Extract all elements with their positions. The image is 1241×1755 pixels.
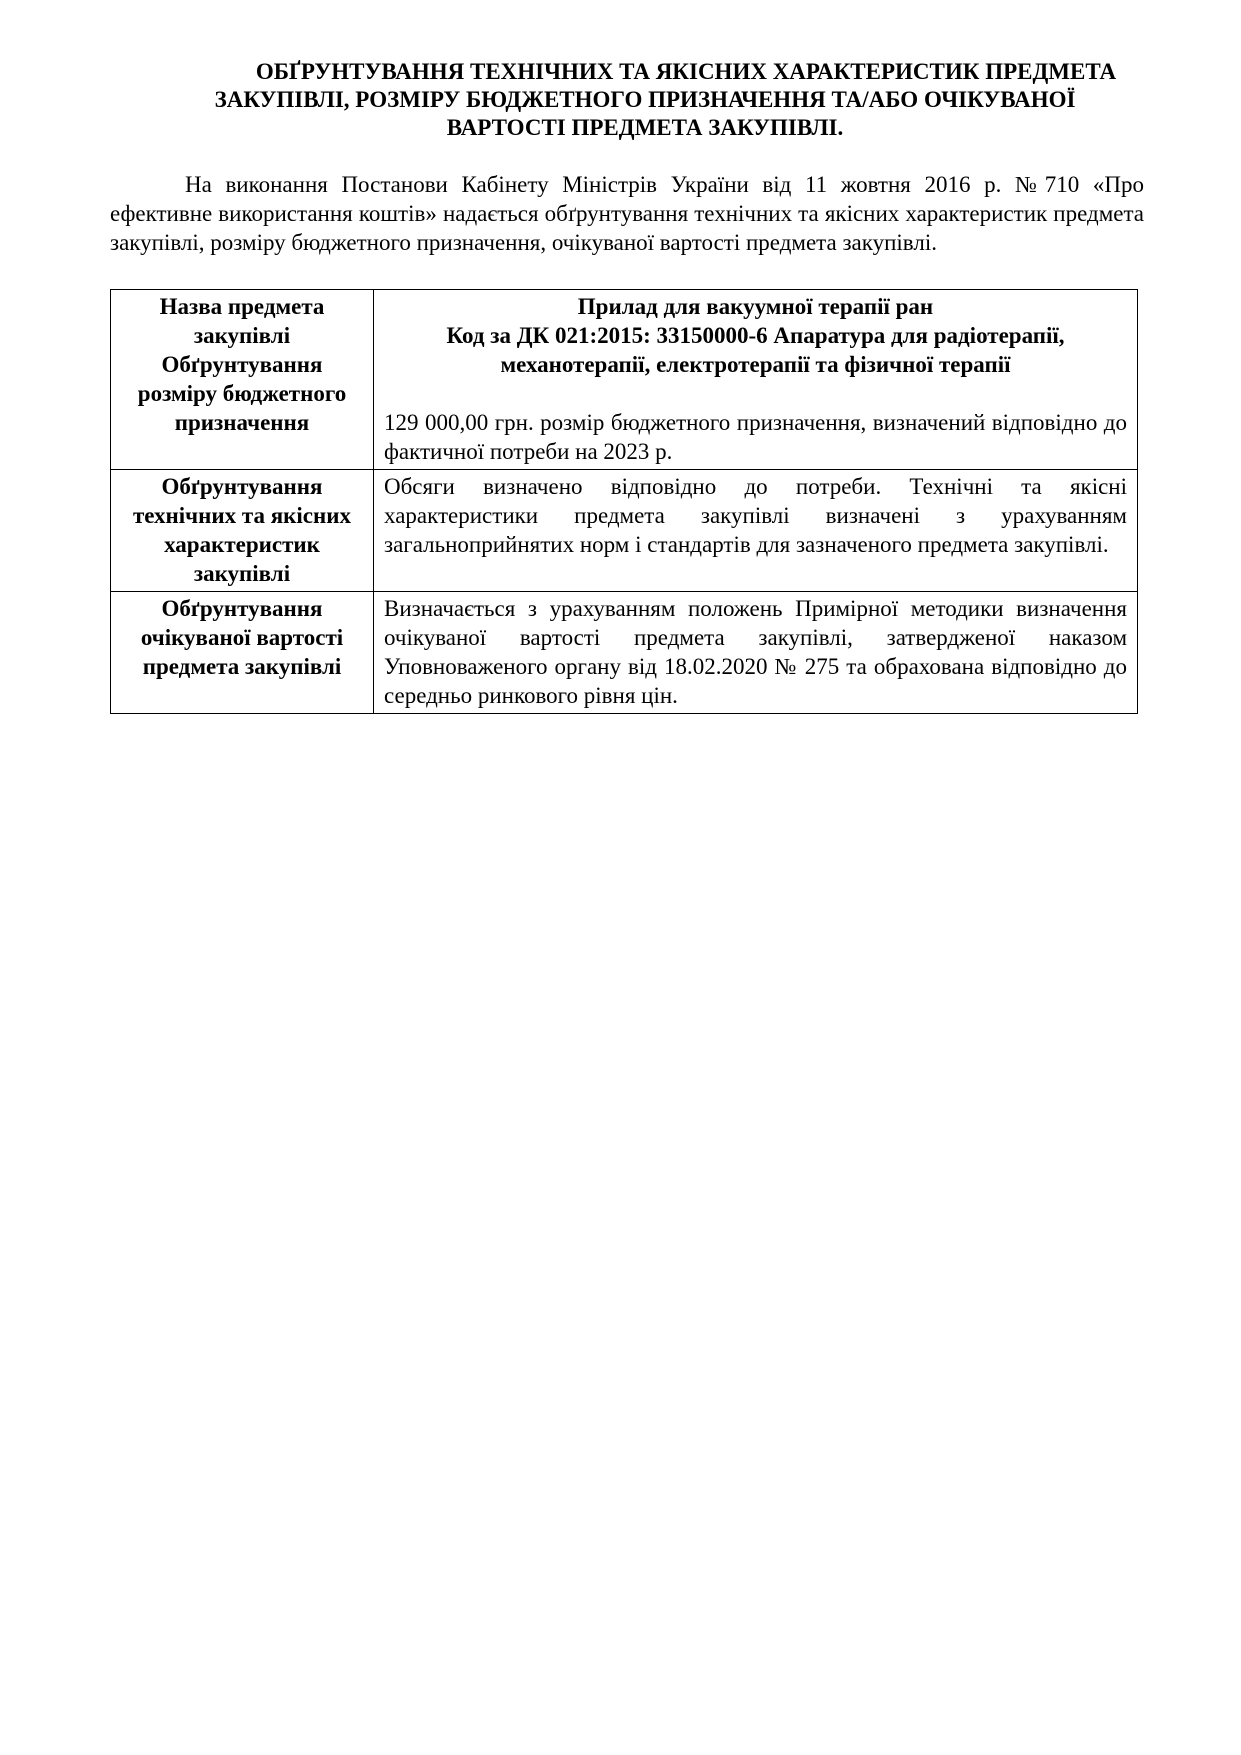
row1-label-line: Назва предмета — [159, 294, 325, 319]
row1-value — [374, 290, 1138, 470]
row2-label-line: закупівлі — [193, 561, 291, 586]
item-code-line-2: механотерапії, електротерапії та фізичної терапії — [500, 352, 1011, 377]
row3-label-line: Обґрунтування — [161, 596, 323, 621]
row2-value: Обсяги визначено відповідно до потреби. Технічні та якісні характеристики предмета закупівлі визначені з урахуванням загальноприйнятих норм і стандартів для зазначеного предмета закупівлі. — [374, 470, 1138, 592]
row2-label — [111, 470, 374, 592]
document-title — [150, 58, 1140, 142]
item-name: Прилад для вакуумної терапії ран — [577, 294, 934, 319]
row1-label-line: призначення — [174, 410, 310, 435]
table-row-technical — [111, 470, 1138, 592]
row2-label-line: технічних та якісних — [132, 503, 352, 528]
justification-table — [110, 289, 1138, 714]
row1-label-line: розміру бюджетного — [137, 381, 347, 406]
row1-label — [111, 290, 374, 470]
row3-label — [111, 592, 374, 714]
row3-label-line: предмета закупівлі — [142, 654, 342, 679]
table-row-expected-cost — [111, 592, 1138, 714]
intro-paragraph — [110, 170, 1144, 257]
row1-label-line: закупівлі — [193, 323, 291, 348]
title-line-2: ЗАКУПІВЛІ, РОЗМІРУ БЮДЖЕТНОГО ПРИЗНАЧЕННЯ ТА/АБО ОЧІКУВАНОЇ — [214, 87, 1076, 112]
item-code-line-1: Код за ДК 021:2015: 33150000-6 Апаратура для радіотерапії, — [446, 323, 1065, 348]
row3-label-line: очікуваної вартості — [140, 625, 344, 650]
row3-value: Визначається з урахуванням положень Примірної методики визначення очікуваної вартості предмета закупівлі, затвердженої наказом Уповноваженого органу від 18.02.2020 № 275 та обрахована відповідно до середньо ринкового рівня цін. — [374, 592, 1138, 714]
intro-text: На виконання Постанови Кабінету Міністрів України від 11 жовтня 2016 р. №710 «Про ефективне використання коштів» надається обґрунтування технічних та якісних характеристик предмета закупівлі, розміру бюджетного призначення, очікуваної вартості предмета закупівлі. — [110, 172, 1144, 255]
table-row-item-budget — [111, 290, 1138, 470]
row2-label-line: характеристик — [164, 532, 320, 557]
title-line-1: ОБҐРУНТУВАННЯ ТЕХНІЧНИХ ТА ЯКІСНИХ ХАРАКТЕРИСТИК ПРЕДМЕТА — [255, 59, 1117, 84]
item-heading — [384, 292, 1127, 379]
row1-label-line: Обґрунтування — [161, 352, 323, 377]
title-line-3: ВАРТОСТІ ПРЕДМЕТА ЗАКУПІВЛІ. — [446, 115, 844, 140]
row2-label-line: Обґрунтування — [161, 474, 323, 499]
budget-text: 129 000,00 грн. розмір бюджетного призначення, визначений відповідно до фактичної потреби на 2023 р. — [384, 410, 1127, 464]
